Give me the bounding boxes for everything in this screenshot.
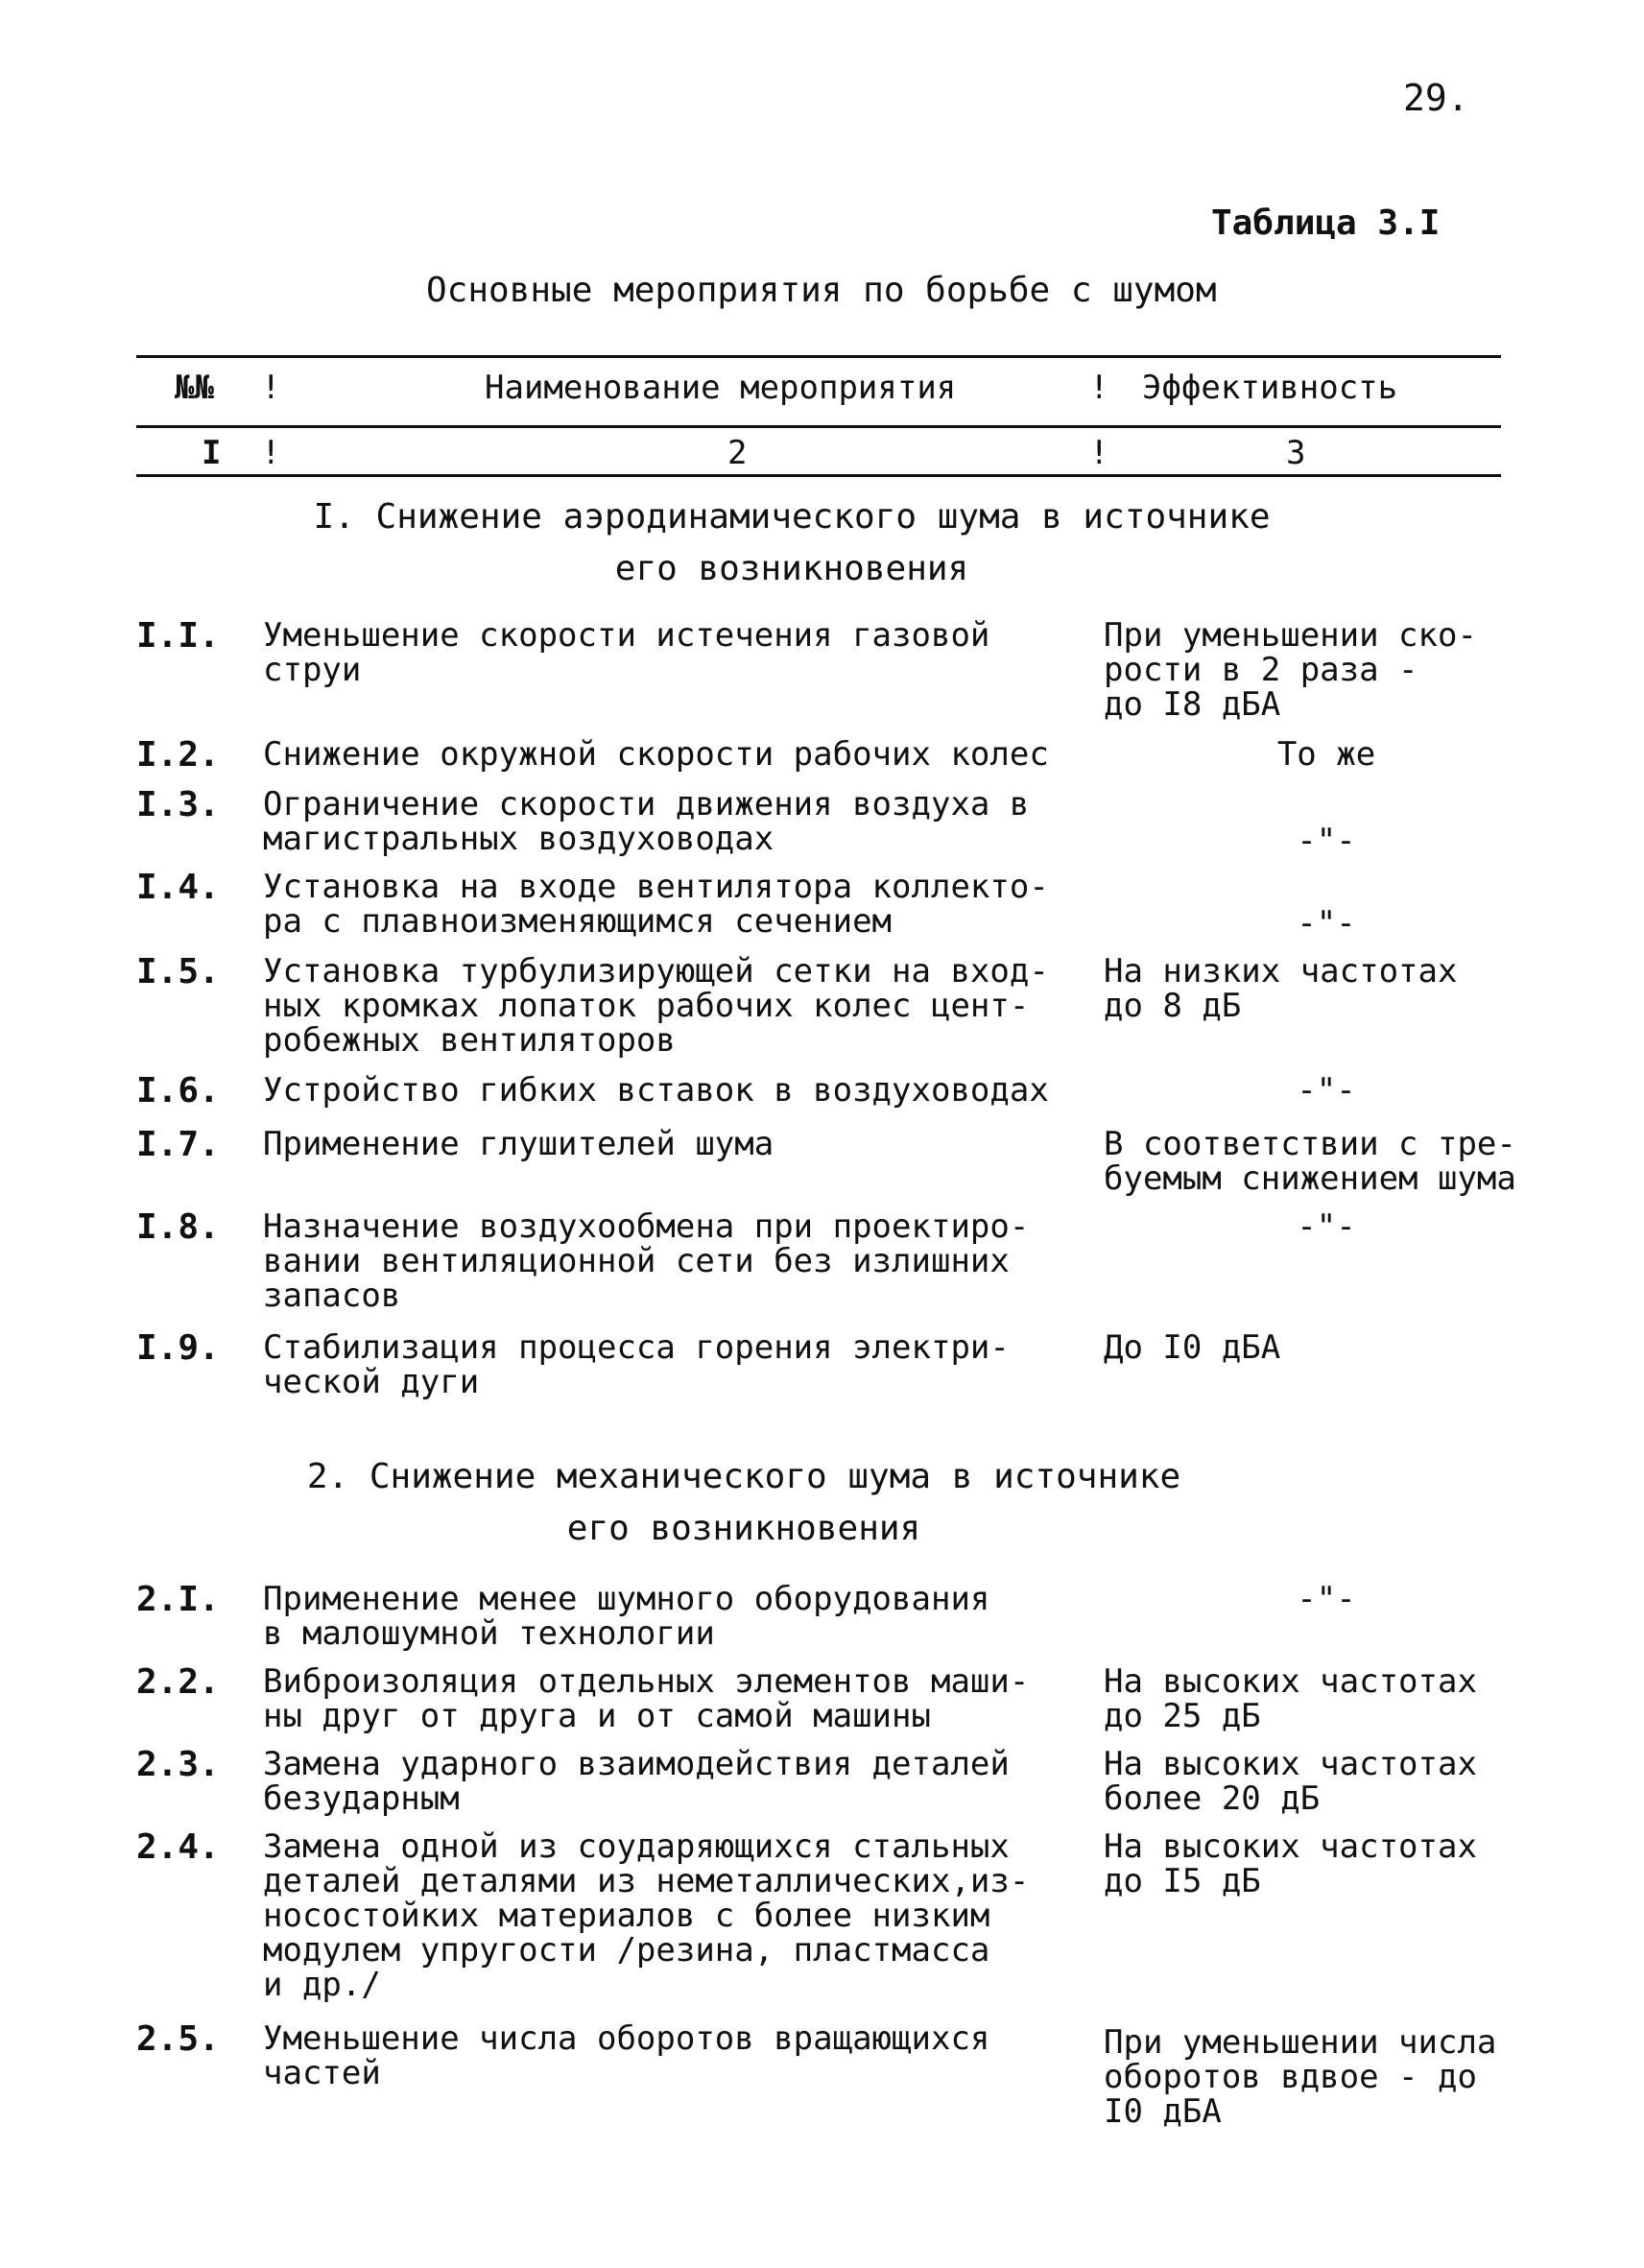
header-separator: !: [261, 369, 281, 407]
header-separator: !: [1089, 369, 1109, 407]
section-2-title-line2: его возникновения: [566, 1509, 921, 1548]
row-number: I.4.: [136, 868, 220, 907]
row-number: 2.3.: [136, 1745, 220, 1784]
row-effectiveness: При уменьшении числа оборотов вдвое - до I0 дБА: [1104, 2023, 1497, 2131]
header-bottom-rule: [136, 474, 1501, 477]
row-measure: Снижение окружной скорости рабочих колес: [263, 735, 1049, 774]
section-1-title: [240, 491, 1344, 595]
row-number: I.5.: [136, 952, 220, 991]
row-number: I.2.: [136, 735, 220, 775]
header-separator: !: [261, 434, 281, 472]
row-effectiveness: То же: [1276, 735, 1376, 774]
row-effectiveness: На высоких частотах до I5 дБ: [1104, 1827, 1477, 1900]
header-col-effectiveness: Эффективность: [1142, 369, 1398, 407]
header-separator: !: [1089, 434, 1109, 472]
page-number: 29.: [1403, 77, 1469, 119]
row-measure: Ограничение скорости движения воздуха в магистральных воздуховодах: [263, 785, 1030, 858]
row-effectiveness: На высоких частотах более 20 дБ: [1104, 1745, 1477, 1818]
row-effectiveness: -"-: [1297, 1071, 1356, 1110]
row-measure: Применение менее шумного оборудования в малошумной технологии: [263, 1580, 990, 1653]
row-effectiveness: В соответствии с тре- буемым снижением шума: [1104, 1125, 1516, 1198]
header-mid-rule: [136, 425, 1501, 428]
row-number: I.7.: [136, 1125, 220, 1164]
row-effectiveness: -"-: [1297, 904, 1356, 943]
header-num-3: 3: [1286, 434, 1306, 472]
header-num-2: 2: [727, 434, 748, 472]
header-top-rule: [136, 355, 1501, 358]
header-col-number: №№: [175, 369, 214, 407]
row-measure: Замена одной из соударяющихся стальных деталей деталями из неметаллических,из- носостойких материалов с более низким модулем упругости /резина, пластмасса и др./: [263, 1827, 1030, 2004]
row-effectiveness: -"-: [1297, 1580, 1356, 1618]
section-1-title-line2: его возникновения: [614, 549, 969, 588]
row-effectiveness: При уменьшении ско- рости в 2 раза - до I8 дБА: [1104, 616, 1477, 724]
row-measure: Стабилизация процесса горения электри- ческой дуги: [263, 1328, 1010, 1401]
row-number: I.I.: [136, 616, 220, 656]
row-measure: Замена ударного взаимодействия деталей безударным: [263, 1745, 1010, 1818]
section-1-title-line1: I. Снижение аэродинамического шума в источнике: [313, 497, 1271, 537]
row-number: I.3.: [136, 785, 220, 824]
row-effectiveness: -"-: [1297, 822, 1356, 860]
row-measure: Уменьшение числа оборотов вращающихся частей: [263, 2019, 990, 2092]
row-measure: Установка турбулизирующей сетки на вход- ных кромках лопаток рабочих колес цент- робежных вентиляторов: [263, 952, 1049, 1060]
row-effectiveness: До I0 дБА: [1104, 1328, 1281, 1367]
row-measure: Применение глушителей шума: [263, 1125, 774, 1163]
row-number: I.8.: [136, 1207, 220, 1247]
section-2-title-line1: 2. Снижение механического шума в источнике: [306, 1457, 1181, 1496]
row-number: 2.5.: [136, 2019, 220, 2059]
row-measure: Виброизоляция отдельных элементов маши- ны друг от друга и от самой машины: [263, 1662, 1030, 1735]
row-measure: Уменьшение скорости истечения газовой струи: [263, 616, 990, 689]
row-number: 2.4.: [136, 1827, 220, 1867]
row-measure: Назначение воздухообмена при проектиро- вании вентиляционной сети без излишних запасов: [263, 1207, 1030, 1315]
table-label: Таблица 3.I: [1211, 203, 1441, 243]
row-effectiveness: -"-: [1297, 1207, 1356, 1246]
table-title: Основные мероприятия по борьбе с шумом: [426, 271, 1217, 310]
row-number: I.6.: [136, 1071, 220, 1110]
header-col-name: Наименование мероприятия: [485, 369, 957, 407]
header-num-1: I: [202, 434, 222, 472]
row-number: 2.I.: [136, 1580, 220, 1619]
row-number: I.9.: [136, 1328, 220, 1368]
section-2-title: [192, 1451, 1296, 1555]
row-effectiveness: На высоких частотах до 25 дБ: [1104, 1662, 1477, 1735]
row-measure: Установка на входе вентилятора коллекто- ра с плавноизменяющимся сечением: [263, 868, 1049, 941]
row-number: 2.2.: [136, 1662, 220, 1702]
row-measure: Устройство гибких вставок в воздуховодах: [263, 1071, 1049, 1110]
row-effectiveness: На низких частотах до 8 дБ: [1104, 952, 1458, 1025]
